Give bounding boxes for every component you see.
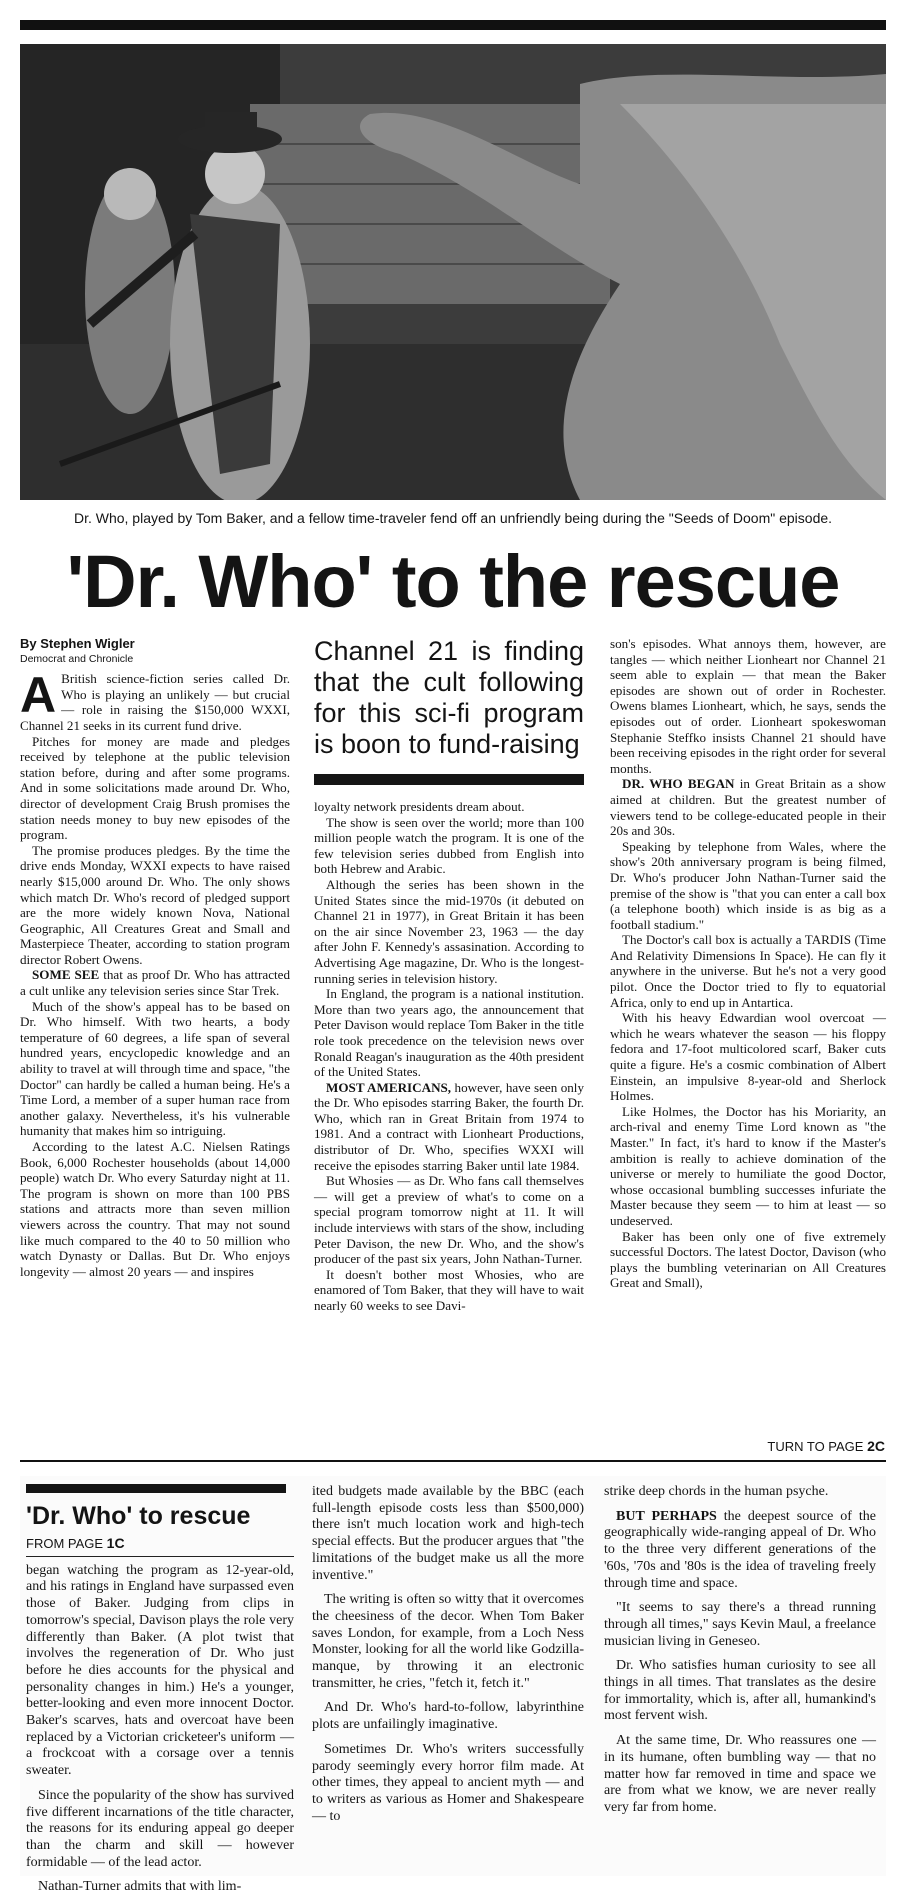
from-page-line: FROM PAGE 1C	[26, 1535, 294, 1557]
paragraph: ited budgets made available by the BBC (each full-length episode costs less than $500,000) there isn't much location work and high-tech special effects. But the producer argues that "the limitations of the budget make us all the more inventive."	[312, 1484, 584, 1583]
section-divider	[20, 1460, 886, 1462]
paragraph: The promise produces pledges. By the time the drive ends Monday, WXXI expects to have raised nearly $15,000 around Dr. Who. The only shows which match Dr. Who's record of pledged support are the more widely known Nova, National Geographic, All Creatures Great and Small and Masterpiece Theater, according to station program director Robert Owens.	[20, 842, 290, 967]
paragraph-lead-in: DR. WHO BEGAN	[622, 776, 735, 792]
paragraph: Pitches for money are made and pledges received by telephone at the public television station before, during and after some programs. And in some solicitations made around Dr. Who, director of development Craig Brush promises the station needs money to buy new episodes of the program.	[20, 733, 290, 843]
continuation-column-3	[604, 1484, 876, 1825]
paragraph: In England, the program is a national institution. More than two years ago, the announcement that Peter Davison would replace Tom Baker in the title role took precedence on the television news over Ronald Reagan's inauguration as the 40th president of the United States.	[314, 986, 584, 1080]
paragraph: loyalty network presidents dream about.	[314, 799, 525, 814]
continuation-column-2	[312, 1484, 584, 1833]
top-rule	[20, 20, 886, 30]
paragraph: At the same time, Dr. Who reassures one — in its humane, often bumbling way — that no matter how far removed in time and space we are from what we know, we are never really very far from home.	[604, 1733, 876, 1815]
continuation-headline: 'Dr. Who' to rescue	[26, 1502, 251, 1530]
jump-line	[735, 1438, 885, 1454]
paragraph: Like Holmes, the Doctor has his Moriarity, an arch-rival and enemy Time Lord known as "the Master." In fact, it's hard to know if the Master's ambition is really to achieve domination of the universe or merely to humiliate the good Doctor, whose occasional bumbling successes infuriate the Master because they seem — to him at least — so undeserved.	[610, 1103, 886, 1228]
paragraph: The Doctor's call box is actually a TARDIS (Time And Relativity Dimensions In Space). He can fly it anywhere in the universe. But he's not a very good pilot. Once the Doctor tried to fly to equatorial Africa, only to end up in Antartica.	[610, 932, 886, 1010]
article-column-3	[610, 636, 886, 1291]
paragraph: SOME SEE that as proof Dr. Who has attracted a cult unlike any television series since Star Trek.	[20, 967, 291, 999]
byline: By Stephen Wigler	[20, 636, 135, 651]
photo-caption: Dr. Who, played by Tom Baker, and a fellow time-traveler fend off an unfriendly being during the "Seeds of Doom" episode.	[73, 510, 833, 526]
headline: 'Dr. Who' to the rescue	[66, 540, 840, 623]
drop-cap: A	[20, 667, 57, 724]
paragraph: Dr. Who satisfies human curiosity to see all things in all times. That translates as the desire for immortality, which is, after all, humankind's most fervent wish.	[604, 1658, 876, 1724]
paragraph: Since the popularity of the show has survived five different incarnations of the title character, the reasons for its enduring appeal go deeper than the charm and skill — however formidable — of the lead actor.	[26, 1787, 294, 1870]
paragraph: But Whosies — as Dr. Who fans call themselves — will get a preview of what's to come on a special program tomorrow night at 11. It will include interviews with stars of the show, including Peter Davison, the new Dr. Who, and the show's producer of the past six years, John Nathan-Turner.	[314, 1173, 584, 1267]
paragraph: Although the series has been shown in the United States since the mid-1970s (it debuted on Channel 21 in 1977), in Great Britain it has been on the air since November 23, 1963 — the day after John F. Kennedy's assasination. According to Advertising Age magazine, Dr. Who is the longest-running series in television history.	[314, 876, 584, 986]
paragraph: Much of the show's appeal has to be based on Dr. Who himself. With two hearts, a body temperature of 60 degrees, a life span of several hundred years, encyclopedic knowledge and an ability to travel at will through time and space, "the Doctor" can hardly be called a human being. He's a Time Lord, a member of a super human race from another galaxy. Nevertheless, it's his vulnerable humanity that makes him so intriguing.	[20, 998, 290, 1139]
pull-quote-rule	[314, 774, 584, 785]
jump-page: 2C	[867, 1438, 885, 1454]
byline-affiliation: Democrat and Chronicle	[20, 652, 134, 665]
paragraph: A British science-fiction series called Dr. Who is playing an unlikely — but crucial — role in raising the $150,000 WXXI, Channel 21 seeks in its current fund drive.	[20, 667, 290, 733]
paragraph: Nathan-Turner admits that with lim-	[38, 1879, 242, 1895]
paragraph: DR. WHO BEGAN in Great Britain as a show aimed at children. But the greatest number of viewers tend to be college-educated people in their 20s and 30s.	[610, 776, 886, 839]
paragraph: Sometimes Dr. Who's writers successfully parody seemingly every horror film made. At other times, they appeal to ancient myth — and to writers as various as Homer and Shakespeare — to	[312, 1741, 584, 1824]
paragraph: son's episodes. What annoys them, however, are tangles — which neither Lionheart nor Channel 21 seem able to explain — that mean the Baker episodes are shown out of order in Rochester. Owens blames Lionheart, which, he says, sends the episodes out of order. Lionheart spokeswoman Stephanie Steffko insists Channel 21 should have been receiving episodes in the right order for several months.	[610, 636, 886, 776]
continuation-clipping	[20, 1476, 886, 1895]
paragraph: According to the latest A.C. Nielsen Ratings Book, 6,000 Rochester households (about 14,000 people) watch Dr. Who every Saturday night at 11. The program is shown on more than 100 PBS stations and attracts more than seven million viewers across the country. That may not sound like much compared to the 40 to 50 million who watch Dynasty or Dallas. But Dr. Who enjoys longevity — almost 20 years — and inspires	[20, 1139, 290, 1279]
photo-illustration	[20, 44, 886, 500]
paragraph: BUT PERHAPS the deepest source of the geographically wide-ranging appeal of Dr. Who to the three very different generations of the '60s, '70s and '80s is the idea of traveling freely through time and space.	[604, 1508, 876, 1591]
paragraph-lead-in: MOST AMERICANS,	[326, 1079, 452, 1095]
paragraph: It doesn't bother most Whosies, who are enamored of Tom Baker, that they will have to wait nearly 60 weeks to see Davi-	[314, 1266, 584, 1313]
episode-photo	[20, 44, 886, 500]
article-column-2	[314, 636, 584, 1314]
paragraph: With his heavy Edwardian wool overcoat — which he wears whatever the season — his floppy fedora and 17-foot multicolored scarf, Baker cuts quite a figure. He's a cosmic combination of Albert Einstein, an impulsive 8-year-old and Sherlock Holmes.	[610, 1010, 886, 1104]
paragraph: The writing is often so witty that it overcomes the cheesiness of the decor. When Tom Baker saves London, for example, from a Loch Ness Monster, looking for all the world like Godzilla-manque, by throwing it an electronic transmitter, he cries, "fetch it, fetch it."	[312, 1592, 584, 1691]
paragraph: And Dr. Who's hard-to-follow, labyrinthine plots are unfailingly imaginative.	[312, 1700, 584, 1733]
paragraph: The show is seen over the world; more than 100 million people watch the program. It is one of the few television series dubbed from English into both Hebrew and Arabic.	[314, 814, 584, 877]
continuation-column-1	[26, 1484, 294, 1904]
from-page: 1C	[106, 1535, 125, 1551]
paragraph: Baker has been only one of five extremely successful Doctors. The latest Doctor, Davison (who plays the bumbling veterinarian on All Creatures Great and Small),	[610, 1228, 886, 1291]
paragraph-lead-in: SOME SEE	[32, 967, 100, 983]
paragraph: strike deep chords in the human psyche.	[604, 1484, 829, 1499]
pull-quote: Channel 21 is finding that the cult following for this sci-fi program is boon to fund-raising	[314, 636, 584, 759]
jump-label: TURN TO PAGE	[767, 1439, 864, 1454]
paragraph: "It seems to say there's a thread running through all times," says Kevin Maul, a freelance musician living in Geneseo.	[604, 1600, 876, 1649]
paragraph: began watching the program as 12-year-old, and his ratings in England have surpassed even those of Baker. Judging from clips in tomorrow's special, Davison plays the role very differently than Baker. (A plot twist that involves the regeneration of Dr. Who just before he dies accounts for the physical and personality changes in him.) He's a younger, better-looking and even more innocent Doctor. Baker's scarves, hats and overcoat have been replaced by a Victorian cricketeer's uniform — a frockcoat with a corsage over a tennis sweater.	[26, 1562, 294, 1779]
paragraph: Speaking by telephone from Wales, where the show's 20th anniversary program is being filmed, Dr. Who's producer John Nathan-Turner said the premise of the show is "that you can enter a call box (a telephone booth) which inside is as big as a football stadium."	[610, 838, 886, 932]
article-column-1	[20, 636, 290, 1279]
paragraph-lead-in: BUT PERHAPS	[616, 1508, 717, 1524]
paragraph: MOST AMERICANS, however, have seen only the Dr. Who episodes starring Baker, the fourth Dr. Who, which ran in Great Britain from 1974 to 1981. And a contract with Lionheart Productions, distributor of Dr. Who, specifies WXXI will receive the episodes starring Baker until late 1984.	[314, 1079, 584, 1173]
continuation-rule	[26, 1484, 286, 1493]
